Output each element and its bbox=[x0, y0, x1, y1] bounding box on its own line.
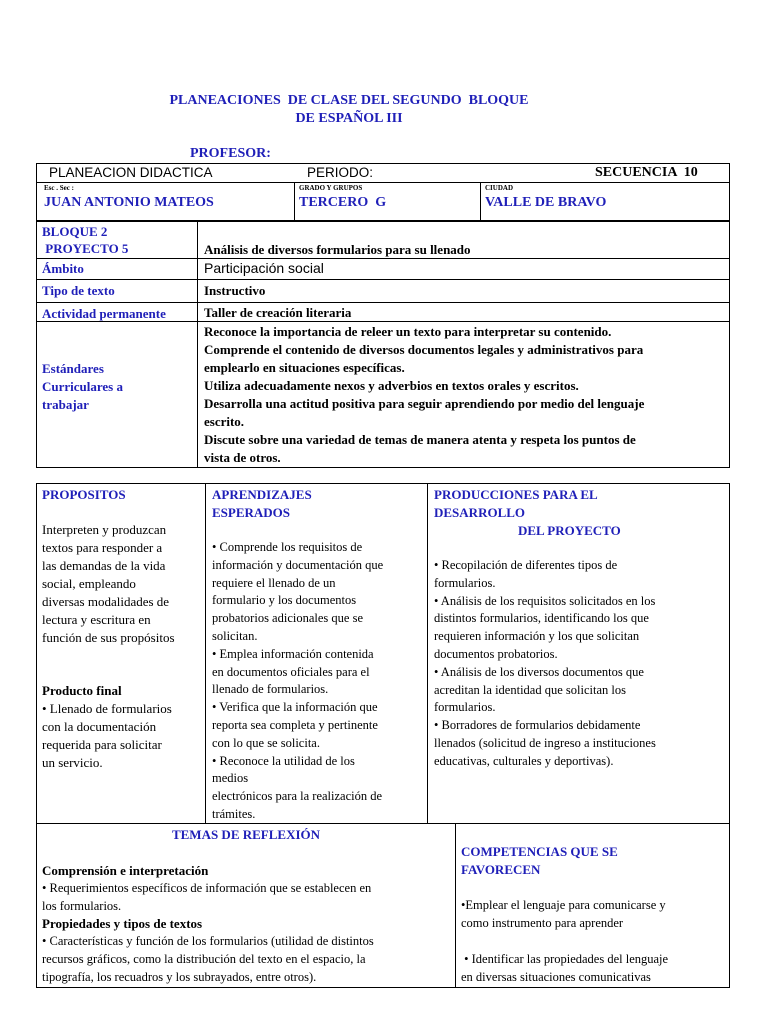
producciones-line: • Recopilación de diferentes tipos de bbox=[434, 558, 618, 572]
aprendizajes-heading-1: APRENDIZAJES bbox=[212, 487, 312, 502]
propositos-line: diversas modalidades de bbox=[42, 594, 170, 609]
divider bbox=[37, 302, 729, 303]
divider bbox=[455, 824, 456, 987]
actividad-value: Taller de creación literaria bbox=[204, 305, 352, 320]
tipo-label: Tipo de texto bbox=[42, 283, 115, 298]
producciones-heading bbox=[434, 486, 724, 540]
objectives-table bbox=[36, 483, 730, 824]
aprendizajes-line: con lo que se solicita. bbox=[212, 735, 320, 750]
divider bbox=[205, 484, 206, 823]
competencias-heading-1: COMPETENCIAS QUE SE bbox=[461, 844, 618, 859]
propositos-line: las demandas de la vida bbox=[42, 558, 166, 573]
divider bbox=[37, 279, 729, 280]
estandar-line: Reconoce la importancia de releer un texto para interpretar su contenido. bbox=[204, 324, 612, 339]
details-table bbox=[36, 221, 730, 468]
comprension-line: • Requerimientos específicos de información que se establecen en bbox=[42, 881, 372, 895]
bloque-label: BLOQUE 2 bbox=[42, 224, 108, 239]
aprendizajes-line: • Emplea información contenida bbox=[212, 646, 374, 661]
estandares-label-2: Curriculares a bbox=[42, 379, 123, 394]
aprendizajes-line: • Verifica que la información que bbox=[212, 700, 378, 715]
estandar-line: escrito. bbox=[204, 414, 245, 429]
aprendizajes-line: requiere el llenado de un bbox=[212, 575, 336, 590]
propiedades-line: recursos gráficos, como la distribución del texto en el espacio, la bbox=[42, 951, 366, 966]
producciones-line: acreditan la identidad que solicitan los bbox=[434, 682, 626, 697]
propositos-line: lectura y escritura en bbox=[42, 612, 151, 627]
producto-line: un servicio. bbox=[42, 755, 103, 770]
divider bbox=[37, 182, 729, 183]
comprension-heading: Comprensión e interpretación bbox=[42, 863, 209, 878]
estandares-label-3: trabajar bbox=[42, 397, 89, 412]
temas-heading: TEMAS DE REFLEXIÓN bbox=[171, 827, 321, 842]
aprendizajes-line: • Comprende los requisitos de bbox=[212, 540, 363, 554]
producto-text bbox=[42, 700, 202, 772]
estandares-label bbox=[42, 360, 123, 414]
producto-line: con la documentación bbox=[42, 719, 157, 734]
estandar-line: vista de otros. bbox=[204, 450, 281, 465]
actividad-label: Actividad permanente bbox=[42, 306, 166, 321]
producciones-line: documentos probatorios. bbox=[434, 646, 558, 661]
aprendizajes-list bbox=[212, 539, 424, 824]
producciones-line: • Borradores de formularios debidamente bbox=[434, 718, 641, 733]
title-line-1: PLANEACIONES DE CLASE DEL SEGUNDO BLOQUE bbox=[169, 93, 529, 108]
grado-label: GRADO Y GRUPOS bbox=[299, 184, 363, 192]
info-table bbox=[36, 163, 730, 221]
aprendizajes-line: en documentos oficiales para el bbox=[212, 664, 370, 679]
propositos-line: social, empleando bbox=[42, 576, 136, 591]
propositos-text bbox=[42, 521, 202, 647]
producciones-line: educativas, culturales y deportivas). bbox=[434, 753, 614, 768]
tipo-value: Instructivo bbox=[204, 283, 266, 298]
estandar-line: Desarrolla una actitud positiva para seguir aprendiendo por medio del lenguaje bbox=[204, 396, 645, 411]
competencia-line: en diversas situaciones comunicativas bbox=[461, 969, 651, 984]
title-line-2: DE ESPAÑOL III bbox=[295, 111, 403, 126]
aprendizajes-line: formulario y los documentos bbox=[212, 593, 357, 608]
aprendizajes-line: trámites. bbox=[212, 806, 256, 821]
estandar-line: Discute sobre una variedad de temas de manera atenta y respeta los puntos de bbox=[204, 432, 636, 447]
esc-label: Esc . Sec : bbox=[44, 184, 74, 192]
aprendizajes-line: medios bbox=[212, 771, 249, 786]
proyecto-label: PROYECTO 5 bbox=[42, 241, 129, 256]
propositos-line: textos para responder a bbox=[42, 540, 163, 555]
producciones-line: • Análisis de los requisitos solicitados en los bbox=[434, 593, 656, 608]
competencia-item-2 bbox=[461, 951, 729, 987]
estandar-line: emplearlo en situaciones específicas. bbox=[204, 360, 405, 375]
competencia-line: •Emplear el lenguaje para comunicarse y bbox=[461, 898, 666, 912]
aprendizajes-line: probatorios adicionales que se bbox=[212, 611, 363, 626]
producciones-heading-2: DESARROLLO bbox=[434, 505, 526, 520]
propiedades-heading: Propiedades y tipos de textos bbox=[42, 916, 203, 931]
propiedades-line: • Características y función de los formularios (utilidad de distintos bbox=[42, 934, 374, 948]
competencia-line: • Identificar las propiedades del lenguaje bbox=[461, 952, 669, 966]
estandares-list bbox=[204, 323, 726, 467]
comprension-text bbox=[42, 880, 452, 916]
page-title bbox=[0, 92, 698, 128]
profesor-label: PROFESOR: bbox=[190, 146, 271, 161]
planeacion-label: PLANEACION DIDACTICA bbox=[49, 165, 213, 180]
divider bbox=[480, 182, 481, 220]
ambito-value: Participación social bbox=[204, 260, 324, 276]
grado-value: TERCERO G bbox=[299, 195, 387, 210]
esc-value: JUAN ANTONIO MATEOS bbox=[44, 195, 214, 210]
producto-line: • Llenado de formularios bbox=[42, 701, 172, 716]
comprension-line: los formularios. bbox=[42, 898, 122, 913]
competencias-heading bbox=[461, 843, 618, 879]
ambito-label: Ámbito bbox=[42, 261, 84, 276]
producciones-line: distintos formularios, identificando los que bbox=[434, 611, 649, 626]
aprendizajes-line: solicitan. bbox=[212, 628, 258, 643]
propositos-heading: PROPOSITOS bbox=[42, 487, 126, 502]
divider bbox=[294, 182, 295, 220]
estandar-line: Utiliza adecuadamente nexos y adverbios en textos orales y escritos. bbox=[204, 378, 579, 393]
aprendizajes-line: reporta sea completa y pertinente bbox=[212, 717, 378, 732]
ciudad-label: CIUDAD bbox=[485, 184, 513, 192]
aprendizajes-line: • Reconoce la utilidad de los bbox=[212, 753, 355, 768]
propositos-line: función de sus propósitos bbox=[42, 630, 175, 645]
aprendizajes-line: llenado de formularios. bbox=[212, 682, 329, 697]
producciones-line: llenados (solicitud de ingreso a instituciones bbox=[434, 735, 656, 750]
producciones-line: formularios. bbox=[434, 700, 496, 715]
producciones-line: formularios. bbox=[434, 575, 496, 590]
secuencia-label: SECUENCIA 10 bbox=[595, 165, 698, 180]
propiedades-text bbox=[42, 933, 452, 986]
aprendizajes-heading bbox=[212, 486, 312, 522]
competencia-line: como instrumento para aprender bbox=[461, 915, 624, 930]
competencia-item-1 bbox=[461, 897, 729, 933]
propositos-line: Interpreten y produzcan bbox=[42, 522, 167, 537]
estandar-line: Comprende el contenido de diversos documentos legales y administrativos para bbox=[204, 342, 644, 357]
aprendizajes-line: electrónicos para la realización de bbox=[212, 789, 383, 804]
propiedades-line: tipografía, los recuadros y los subrayados, entre otros). bbox=[42, 969, 317, 984]
estandares-label-1: Estándares bbox=[42, 361, 104, 376]
producciones-line: requieren información y los que solicitan bbox=[434, 629, 640, 644]
reflection-table bbox=[36, 823, 730, 988]
producciones-line: • Análisis de los diversos documentos que bbox=[434, 664, 644, 679]
divider bbox=[427, 484, 428, 823]
producciones-heading-1: PRODUCCIONES PARA EL bbox=[434, 487, 598, 502]
aprendizajes-heading-2: ESPERADOS bbox=[212, 505, 291, 520]
proyecto-value: Análisis de diversos formularios para su llenado bbox=[204, 242, 471, 257]
aprendizajes-line: información y documentación que bbox=[212, 557, 384, 572]
producto-heading: Producto final bbox=[42, 683, 122, 698]
producciones-list bbox=[434, 557, 726, 771]
producciones-heading-3: DEL PROYECTO bbox=[518, 523, 621, 538]
producto-line: requerida para solicitar bbox=[42, 737, 162, 752]
periodo-label: PERIODO: bbox=[307, 165, 374, 180]
competencias-heading-2: FAVORECEN bbox=[461, 862, 541, 877]
ciudad-value: VALLE DE BRAVO bbox=[485, 195, 607, 210]
